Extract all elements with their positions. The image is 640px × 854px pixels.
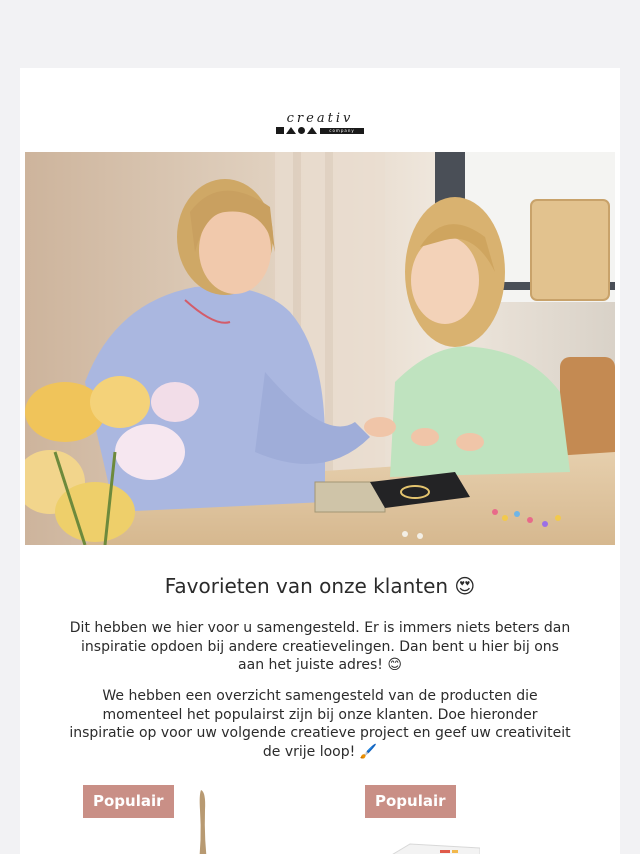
hero-illustration	[25, 152, 615, 545]
popular-badge: Populair	[365, 785, 456, 818]
circle-shape	[298, 127, 305, 134]
product-image-2[interactable]	[390, 836, 480, 854]
creativ-company-logo[interactable]	[274, 112, 366, 138]
logo-shapes	[276, 127, 317, 134]
logo-wordmark: creativ	[286, 111, 354, 126]
triangle-shape	[307, 127, 317, 134]
triangle-shape	[286, 127, 296, 134]
logo-subtitle: company	[320, 128, 364, 134]
overview-paragraph: We hebben een overzicht samengesteld van de producten die momenteel het populairst zijn bij onze klanten. Doe hieronder inspiratie op voor uw volgende creatieve project en geef uw creativiteit de vrije loop! 🖌️	[69, 688, 571, 760]
popular-badge: Populair	[83, 785, 174, 818]
hero-photo[interactable]	[25, 152, 615, 545]
intro-paragraph: Dit hebben we hier voor u samengesteld. Er is immers niets beters dan inspiratie opdoen bij andere creatievelingen. Dan bent u hier bij ons aan het juiste adres! 😊	[69, 620, 571, 673]
square-shape	[276, 127, 284, 134]
section-headline: Favorieten van onze klanten 😍	[164, 574, 476, 598]
email-card	[20, 68, 620, 854]
product-image-1[interactable]	[196, 790, 210, 854]
